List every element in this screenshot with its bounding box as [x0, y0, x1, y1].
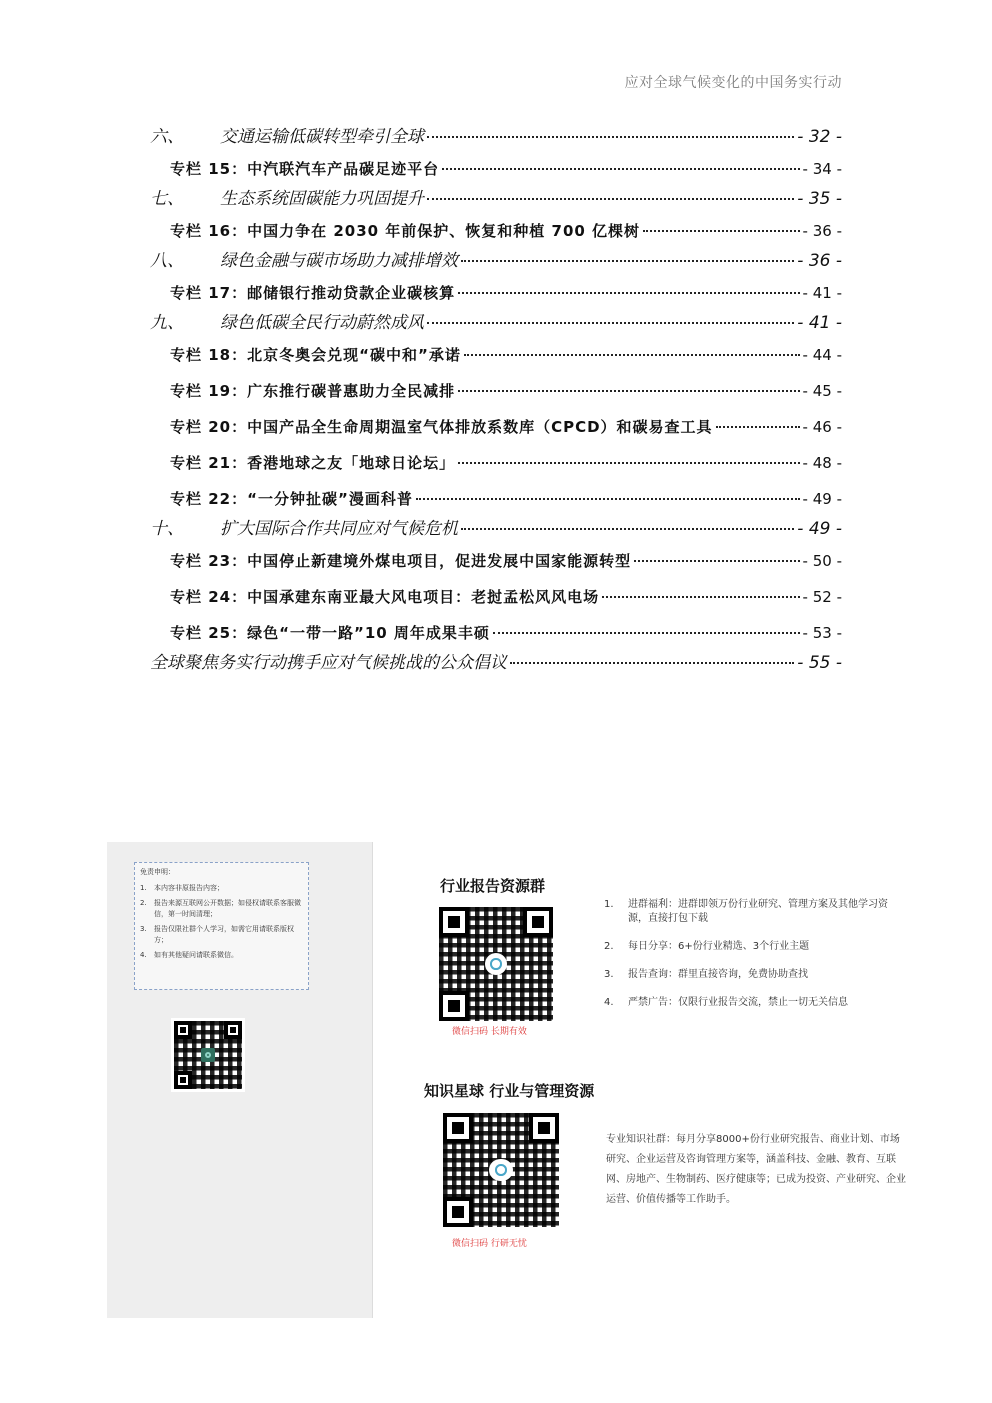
toc-page-number: - 36 -: [802, 222, 842, 240]
qr-logo-icon: [489, 1159, 512, 1182]
toc-dot-leader: [493, 632, 800, 634]
toc-entry-title: 专栏 18：北京冬奥会兑现“碳中和”承诺: [170, 346, 461, 364]
qr-finder-pattern: [174, 1021, 192, 1039]
toc-chapter-number: 十、: [150, 519, 184, 539]
toc-entry[interactable]: [170, 622, 842, 643]
knowledge-planet-description: 专业知识社群：每月分享8000+份行业研究报告、商业计划、市场研究、企业运营及咨询管理方案等，涵盖科技、金融、教育、互联网、房地产、生物制药、医疗健康等；已成为投资、产业研究、企业运营、价值传播等工作助手。: [606, 1134, 906, 1205]
disclaimer-item-text: 如有其他疑问请联系微信。: [154, 951, 238, 959]
toc-chapter-number: 九、: [150, 313, 184, 333]
benefit-number: 1.: [604, 899, 614, 910]
toc-page-number: - 35 -: [797, 189, 842, 209]
benefit-item: [604, 898, 894, 926]
disclaimer-item-text: 本内容非原报告内容；: [154, 884, 224, 892]
benefit-text: 严禁广告：仅限行业报告交流，禁止一切无关信息: [628, 997, 848, 1008]
toc-entry[interactable]: [170, 452, 842, 473]
toc-dot-leader: [427, 198, 794, 200]
qr-finder-pattern: [174, 1071, 192, 1089]
toc-dot-leader: [461, 260, 794, 262]
benefit-item: [604, 940, 894, 954]
disclaimer-item-number: 2.: [140, 899, 147, 907]
disclaimer-title: 免责申明：: [140, 868, 175, 876]
benefit-item: [604, 996, 894, 1010]
toc-chapter-number: 七、: [150, 189, 184, 209]
benefit-number: 2.: [604, 941, 614, 952]
toc-entry[interactable]: [150, 122, 842, 147]
toc-entry[interactable]: [150, 648, 842, 673]
qr-logo-icon: [201, 1048, 215, 1062]
toc-page-number: - 45 -: [802, 382, 842, 400]
page-header-title: 应对全球气候变化的中国务实行动: [624, 75, 842, 91]
toc-entry-title: 绿色低碳全民行动蔚然成风: [220, 313, 424, 333]
toc-entry-title: 专栏 19：广东推行碳普惠助力全民减排: [170, 382, 456, 400]
disclaimer-item: [140, 898, 303, 920]
toc-entry-title: 专栏 15：中汽联汽车产品碳足迹平台: [170, 160, 440, 178]
disclaimer-item-text: 报告仅限社群个人学习，如需它用请联系版权方；: [154, 925, 294, 944]
toc-entry[interactable]: [170, 586, 842, 607]
qr-finder-pattern: [443, 1197, 473, 1227]
disclaimer-item-number: 4.: [140, 951, 147, 959]
toc-entry-title: 专栏 24：中国承建东南亚最大风电项目：老挝孟松风风电场: [170, 588, 600, 606]
toc-dot-leader: [602, 596, 799, 598]
report-group-benefits-list: [604, 898, 894, 1024]
toc-entry-title: 专栏 23：中国停止新建境外煤电项目，促进发展中国家能源转型: [170, 552, 632, 570]
toc-page-number: - 34 -: [802, 160, 842, 178]
qr-finder-pattern: [439, 907, 469, 937]
toc-page-number: - 44 -: [802, 346, 842, 364]
toc-entry[interactable]: [170, 220, 842, 241]
toc-entry-title: 专栏 25：绿色“一带一路”10 周年成果丰硕: [170, 624, 490, 642]
knowledge-planet-qr-caption: 微信扫码 行研无忧: [452, 1239, 527, 1249]
benefit-number: 4.: [604, 997, 614, 1008]
toc-page-number: - 48 -: [802, 454, 842, 472]
toc-entry-title: 专栏 16：中国力争在 2030 年前保护、恢复和种植 700 亿棵树: [170, 222, 641, 240]
toc-page-number: - 49 -: [802, 490, 842, 508]
qr-logo-icon: [485, 953, 508, 976]
toc-dot-leader: [716, 426, 800, 428]
toc-entry[interactable]: [150, 308, 842, 333]
toc-entry[interactable]: [170, 488, 842, 509]
toc-entry[interactable]: [170, 380, 842, 401]
report-group-title: 行业报告资源群: [440, 877, 546, 895]
toc-dot-leader: [634, 560, 799, 562]
report-group-qr-code[interactable]: [436, 904, 556, 1024]
benefit-text: 报告查询：群里直接咨询，免费协助查找: [628, 969, 808, 980]
toc-dot-leader: [510, 662, 794, 664]
toc-entry[interactable]: [170, 416, 842, 437]
toc-entry[interactable]: [170, 282, 842, 303]
toc-entry[interactable]: [170, 550, 842, 571]
toc-dot-leader: [464, 354, 800, 356]
benefit-number: 3.: [604, 969, 614, 980]
report-group-qr-caption: 微信扫码 长期有效: [452, 1027, 527, 1037]
toc-entry[interactable]: [150, 514, 842, 539]
toc-dot-leader: [458, 390, 799, 392]
benefit-item: [604, 968, 894, 982]
qr-finder-pattern: [439, 991, 469, 1021]
benefit-text: 每日分享：6+份行业精选、3个行业主题: [628, 941, 810, 952]
toc-entry-title: 专栏 17：邮储银行推动贷款企业碳核算: [170, 284, 456, 302]
toc-entry-title: 绿色金融与碳市场助力减排增效: [220, 251, 458, 271]
toc-page-number: - 55 -: [797, 653, 842, 673]
knowledge-planet-qr-code[interactable]: [440, 1110, 562, 1230]
qr-finder-pattern: [529, 1113, 559, 1143]
toc-page-number: - 41 -: [797, 313, 842, 333]
toc-chapter-number: 六、: [150, 127, 184, 147]
toc-entry-title: 全球聚焦务实行动携手应对气候挑战的公众倡议: [150, 653, 507, 673]
qr-finder-pattern: [523, 907, 553, 937]
toc-dot-leader: [416, 498, 800, 500]
toc-dot-leader: [427, 322, 794, 324]
toc-dot-leader: [442, 168, 799, 170]
toc-entry[interactable]: [150, 184, 842, 209]
toc-entry-title: 生态系统固碳能力巩固提升: [220, 189, 424, 209]
toc-entry-title: 专栏 22：“一分钟扯碳”漫画科普: [170, 490, 413, 508]
toc-dot-leader: [461, 528, 794, 530]
disclaimer-item: [140, 950, 303, 961]
toc-entry[interactable]: [170, 344, 842, 365]
disclaimer-item-number: 1.: [140, 884, 147, 892]
qr-finder-pattern: [443, 1113, 473, 1143]
toc-entry[interactable]: [170, 158, 842, 179]
knowledge-planet-title: 知识星球 行业与管理资源: [424, 1082, 595, 1100]
toc-entry-title: 交通运输低碳转型牵引全球: [220, 127, 424, 147]
benefit-text: 进群福利：进群即领万份行业研究、管理方案及其他学习资源，直接打包下载: [628, 899, 888, 924]
toc-entry-title: 扩大国际合作共同应对气候危机: [220, 519, 458, 539]
toc-page-number: - 36 -: [797, 251, 842, 271]
disclaimer-panel: [107, 842, 373, 1318]
toc-page-number: - 46 -: [802, 418, 842, 436]
toc-entry-title: 专栏 21：香港地球之友「地球日论坛」: [170, 454, 456, 472]
toc-chapter-number: 八、: [150, 251, 184, 271]
toc-page-number: - 32 -: [797, 127, 842, 147]
toc-dot-leader: [427, 136, 794, 138]
toc-dot-leader: [458, 462, 799, 464]
disclaimer-item-text: 报告来源互联网公开数据；如侵权请联系客服微信，第一时间清理；: [154, 899, 301, 918]
toc-page-number: - 50 -: [802, 552, 842, 570]
toc-page-number: - 53 -: [802, 624, 842, 642]
toc-dot-leader: [458, 292, 799, 294]
toc-page-number: - 52 -: [802, 588, 842, 606]
disclaimer-item-number: 3.: [140, 925, 147, 933]
disclaimer-box: [134, 862, 309, 990]
toc-page-number: - 49 -: [797, 519, 842, 539]
toc-entry[interactable]: [150, 246, 842, 271]
qr-finder-pattern: [224, 1021, 242, 1039]
disclaimer-item: [140, 924, 303, 946]
toc-page-number: - 41 -: [802, 284, 842, 302]
wechat-qr-code[interactable]: [171, 1018, 245, 1092]
disclaimer-item: [140, 883, 303, 894]
toc-entry-title: 专栏 20：中国产品全生命周期温室气体排放系数库（CPCD）和碳易查工具: [170, 418, 713, 436]
toc-dot-leader: [643, 230, 800, 232]
